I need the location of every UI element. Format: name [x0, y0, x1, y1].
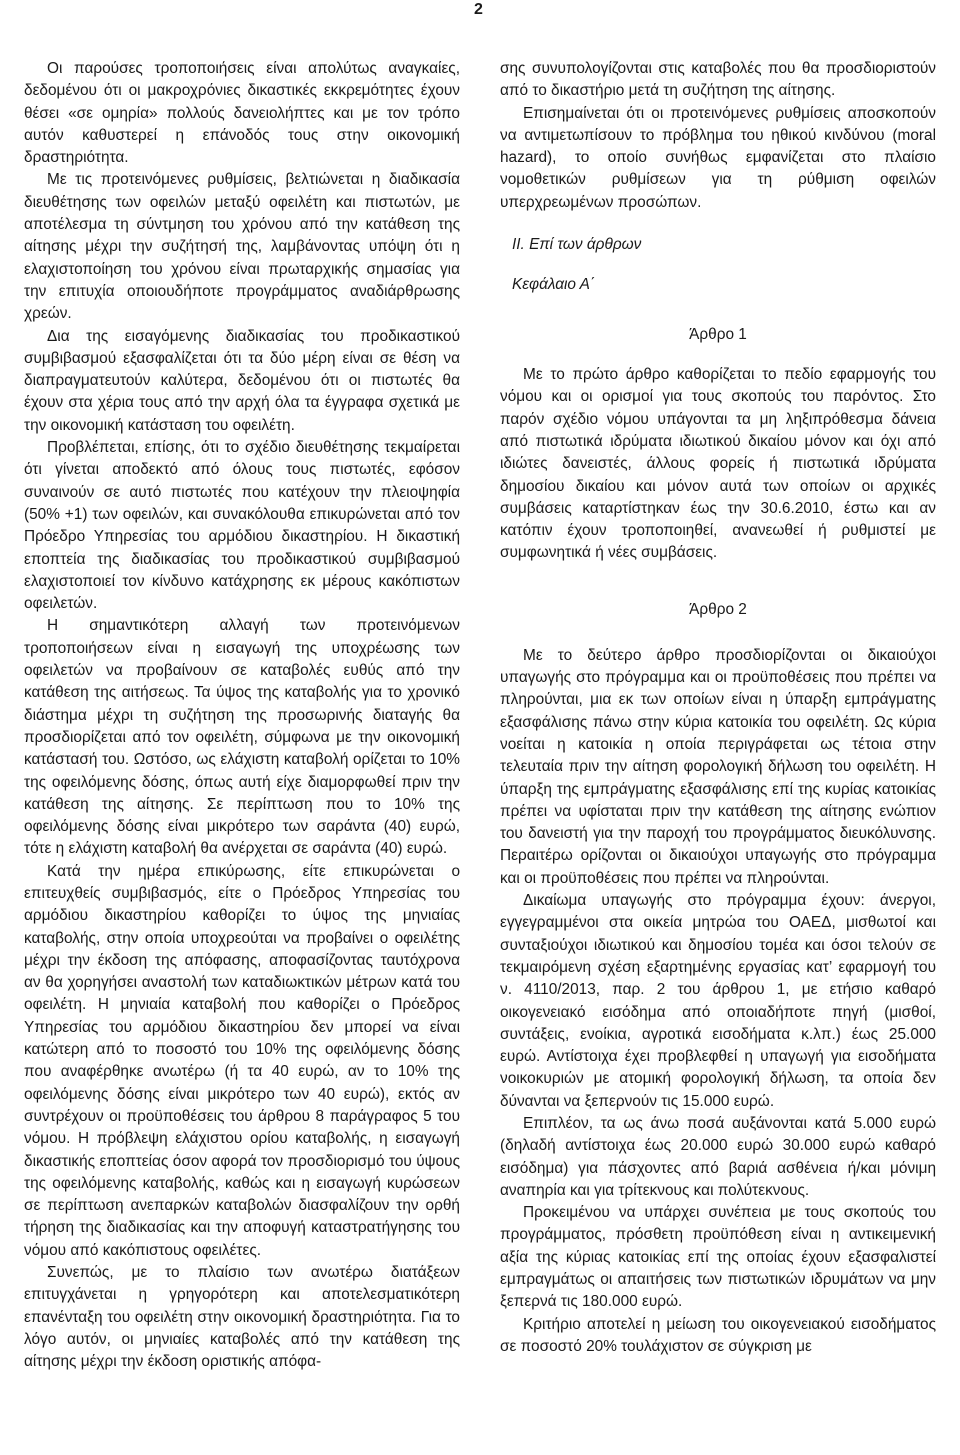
paragraph: Με το δεύτερο άρθρο προσδιορίζονται οι δικαιούχοι υπαγωγής στο πρόγραμμα και οι προϋποθέσεις που πρέπει να πληρούνται, μια εκ των οποίων είναι η ύπαρξη εμπράγματης εξασφάλισης πάνω στην κύρια κατοικία του οφειλέτη. Ως κύρια νοείται η κατοικία η οποία περιγράφεται ως τέτοια στην τελευταία πριν την αίτηση φορολογική δήλωση του οφειλέτη. Η ύπαρξη της εμπράγματης εξασφάλισης επί της κυρίας κατοικίας πρέπει να υφίσταται πριν την κατάθεση της αίτησης ενώπιον του δανειστή για την παροχή του προγράμματος διευκόλυνσης. Περαιτέρω ορίζονται οι δικαιούχοι υπαγωγής στο πρόγραμμα και οι προϋποθέσεις που πρέπει να πληρούνται.	[500, 646, 936, 887]
right-column	[500, 58, 936, 1358]
paragraph: Συνεπώς, με το πλαίσιο των ανωτέρω διατάξεων επιτυγχάνεται η γρηγορότερη και αποτελεσματικότερη επανένταξη του οφειλέτη στην οικονομική δραστηριότητα. Για το λόγο αυτόν, οι μηνιαίες καταβολές από την κατάθεση της αίτησης μέχρι την έκδοση οριστικής απόφα-	[24, 1264, 460, 1371]
paragraph: Προκειμένου να υπάρχει συνέπεια με τους σκοπούς του προγράμματος, πρόσθετη προϋπόθεση είναι η αντικειμενική αξία της κύριας κατοικίας επί της οποίας έχουν εξασφαλιστεί εμπραγμάτως οι απαιτήσεις των πιστωτικών ιδρυμάτων να μην ξεπερνά τις 180.000 ευρώ.	[500, 1204, 936, 1311]
paragraph: Κριτήριο αποτελεί η μείωση του οικογενειακού εισοδήματος σε ποσοστό 20% τουλάχιστον σε σύγκριση με	[500, 1315, 936, 1355]
paragraph: Με τις προτεινόμενες ρυθμίσεις, βελτιώνεται η διαδικασία διευθέτησης των οφειλών μεταξύ οφειλέτη και πιστωτών, με αποτέλεσμα τη σύντμηση του χρόνου από την κατάθεση της αίτησης μέχρι την συζήτησή της, λαμβάνοντας υπόψη ότι η ελαχιστοποίηση του χρόνου είναι πρωταρχικής σημασίας για την επιτυχία οποιουδήποτε προγράμματος αναδιάρθρωσης χρεών.	[24, 171, 460, 323]
paragraph: Επιπλέον, τα ως άνω ποσά αυξάνονται κατά 5.000 ευρώ (δηλαδή αντίστοιχα έως 20.000 ευρώ 30.000 ευρώ καθαρό εισόδημα) για πάσχοντες από βαριά ασθένεια ή/και μόνιμη αναπηρία και για τρίτεκνους και πολύτεκνους.	[500, 1114, 936, 1199]
page-number: 2	[474, 1, 483, 18]
paragraph: Προβλέπεται, επίσης, ότι το σχέδιο διευθέτησης τεκμαίρεται ότι γίνεται αποδεκτό από όλους τους πιστωτές, εφόσον συναινούν σε αυτό πιστωτές που κατέχουν την πλειοψηφία (50% +1) των οφειλών, και συνακόλουθα επικυρώνεται από τον Πρόεδρο Υπηρεσίας του αρμόδιου δικαστηρίου. Η δικαστική εποπτεία της διαδικασίας του προδικαστικού συμβιβασμού ελαχιστοποιεί τον κίνδυνο κατάχρησης εκ μέρους κακόπιστων οφειλετών.	[24, 439, 460, 613]
section-heading: ΙΙ. Επί των άρθρων	[512, 236, 642, 254]
paragraph: Οι παρούσες τροποποιήσεις είναι απολύτως αναγκαίες, δεδομένου ότι οι μακροχρόνιες δικαστικές εκκρεμότητες έχουν θέσει «σε ομηρία» πολλούς δανειολήπτες και με τον τρόπο αυτόν καθυστερεί η επάνοδός τους στην οικονομική δραστηριότητα.	[24, 60, 460, 167]
article-2-title: Άρθρο 2	[689, 600, 747, 618]
paragraph: Η σημαντικότερη αλλαγή των προτεινόμενων τροποποιήσεων είναι η εισαγωγή της υποχρέωσης των οφειλετών να προβαίνουν σε καταβολές ευθύς από την κατάθεση της αιτήσεως. Τα ύψος της καταβολής για το χρονικό διάστημα μέχρι τη συζήτηση της προσωρινής διαταγής θα προσδιορίζεται από τον οφειλέτη, σύμφωνα με την οικονομική κατάστασή του. Ωστόσο, ως ελάχιστη καταβολή ορίζεται το 10% της οφειλόμενης δόσης, όπως αυτή είχε διαμορφωθεί πριν την κατάθεση της αίτησης. Σε περίπτωση που το 10% της οφειλόμενης δόσης είναι μικρότερο των σαράντα (40) ευρώ, τότε η ελάχιστη καταβολή θα ανέρχεται σε σαράντα (40) ευρώ.	[24, 617, 460, 858]
paragraph: Κατά την ημέρα επικύρωσης, είτε επικυρώνεται ο επιτευχθείς συμβιβασμός, είτε ο Πρόεδρος Υπηρεσίας του αρμόδιου δικαστηρίου καθορίζει το ύψος της μηνιαίας καταβολής, στην οποία υποχρεούται να προβαίνει ο οφειλέτης μέχρι την έκδοση της απόφασης, αποφασίζοντας ταυτόχρονα αν θα χορηγήσει αναστολή των καταδιωκτικών μέτρων κατά του οφειλέτη. Η μηνιαία καταβολή που καθορίζει ο Πρόεδρος Υπηρεσίας του αρμόδιου δικαστηρίου δεν μπορεί να είναι κατώτερη από το ποσοστό του 10% της οφειλόμενης δόσης που αναφέρθηκε ανωτέρω (ή τα 40 ευρώ, αν το 10% της οφειλόμενης δόσης είναι μικρότερο των 40 ευρώ), εκτός αν συντρέχουν οι προϋποθέσεις του άρθρου 8 παράγραφος 5 του νόμου. Η πρόβλεψη ελάχιστου ορίου καταβολής, η εισαγωγή δικαστικής εποπτείας όσον αφορά τον προσδιορισμό του ύψους της οφειλόμενης καταβολής, καθώς και η εισαγωγή κυρώσεων σε περίπτωση ανεπαρκών καταβολών διασφαλίζουν την ορθή τήρηση της διαδικασίας και την αποφυγή καταστρατήγησης του νόμου από κακόπιστους οφειλέτες.	[24, 862, 460, 1259]
chapter-heading: Κεφάλαιο Α΄	[512, 276, 596, 294]
paragraph: Δικαίωμα υπαγωγής στο πρόγραμμα έχουν: άνεργοι, εγγεγραμμένοι στα οικεία μητρώα του ΟΑΕΔ, μισθωτοί και συνταξιούχοι ιδιωτικού και δημοσίου τομέα και όσοι τελούν σε τεκμαιρόμενη σχέση εξαρτημένης εργασίας κατ’ εφαρμογή του ν. 4110/2013, παρ. 2 του άρθρου 1, με ετήσιο καθαρό οικογενειακό εισόδημα από οποιαδήποτε πηγή (μισθοί, συντάξεις, ενοίκια, αγροτικά εισοδήματα κ.λπ.) έως 25.000 ευρώ. Αντίστοιχα έχει προβλεφθεί η υπαγωγή για εισοδήματα νοικοκυριών με ατομική φορολογική δήλωση, τα οποία δεν δύνανται να ξεπερνούν τις 15.000 ευρώ.	[500, 892, 936, 1110]
article-1-title: Άρθρο 1	[689, 326, 747, 344]
article-1-text: Με το πρώτο άρθρο καθορίζεται το πεδίο εφαρμογής του νόμου και οι ορισμοί για τους σκοπούς του παρόντος. Στο παρόν σχέδιο νόμου υπάγονται τα μη ληξιπρόθεσμα δάνεια από πιστωτικά ιδρύματα ιδιωτικού δικαίου μόνον και όχι από ιδιώτες δανειστές, άλλους φορείς ή πιστωτικά ιδρύματα δημοσίου δικαίου και μόνον αυτά των οποίων οι αρχικές συμβάσεις καταρτίστηκαν έως την 30.6.2010, έστω και αν κατόπιν έχουν τροποποιηθεί, ανανεωθεί ή ρυθμιστεί με συμφωνητικά ή νέες συμβάσεις.	[500, 366, 936, 562]
left-column	[24, 58, 460, 1374]
paragraph: Δια της εισαγόμενης διαδικασίας του προδικαστικού συμβιβασμού εξασφαλίζεται ότι τα δύο μέρη είναι σε θέση να διαπραγματευτούν καλύτερα, δεδομένου ότι οι πιστωτές θα έχουν στα χέρια τους από την αρχή όλα τα έγγραφα σχετικά με την οικονομική κατάσταση του οφειλέτη.	[24, 327, 460, 434]
paragraph: Επισημαίνεται ότι οι προτεινόμενες ρυθμίσεις αποσκοπούν να αντιμετωπίσουν το πρόβλημα του ηθικού κινδύνου (moral hazard), το οποίο συνήθως εμφανίζεται στο πλαίσιο νομοθετικών ρυθμίσεων για τη ρύθμιση οφειλών υπερχρεωμένων προσώπων.	[500, 104, 936, 211]
continued-paragraph: σης συνυπολογίζονται στις καταβολές που θα προσδιοριστούν από το δικαστήριο μετά τη συζήτηση της αίτησης.	[500, 60, 936, 100]
